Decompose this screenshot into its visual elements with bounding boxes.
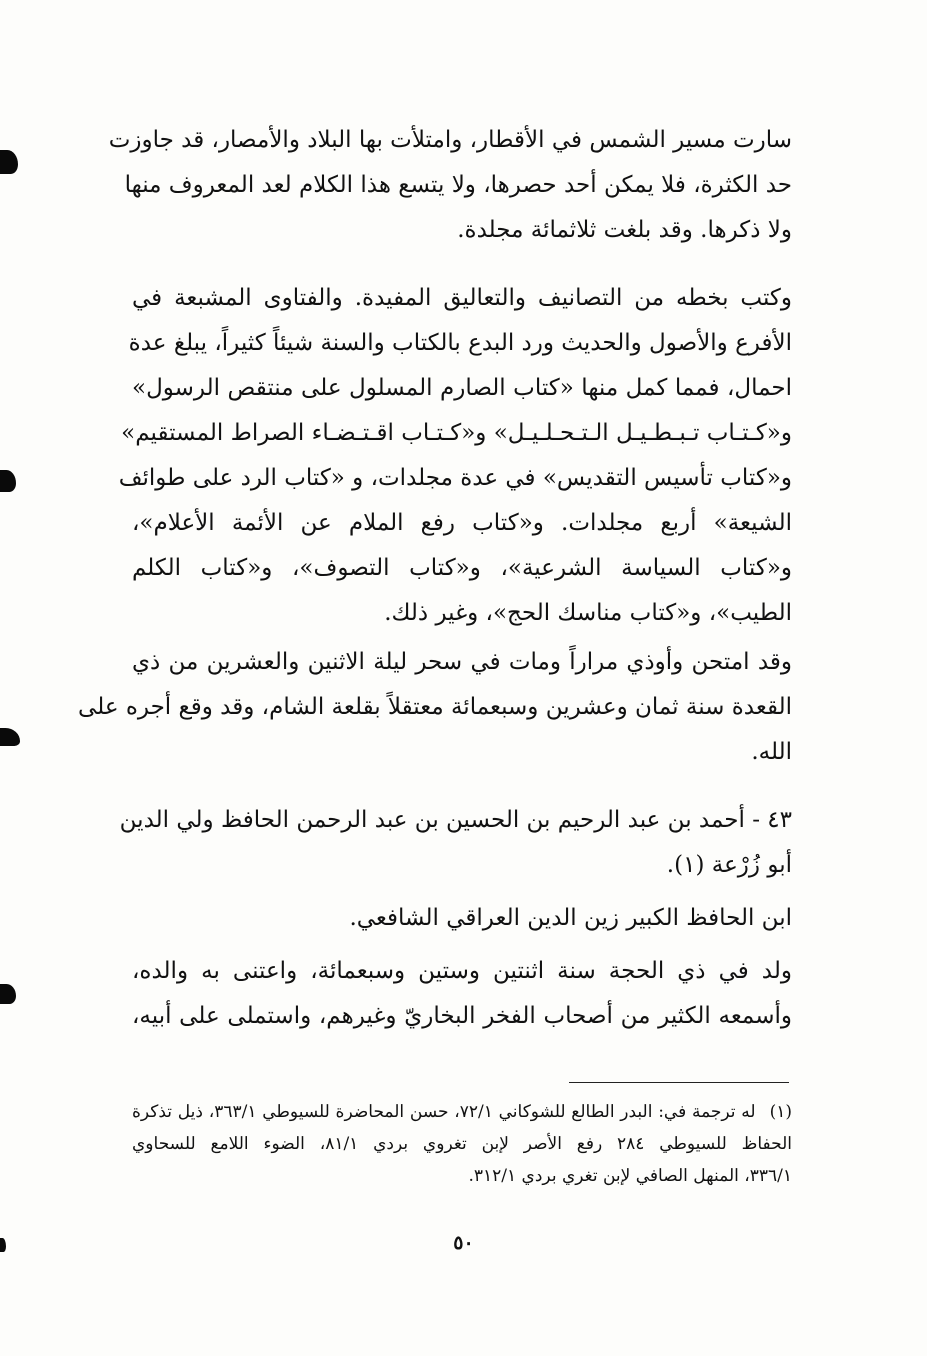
page-number: ٥٠ xyxy=(453,1232,474,1254)
text-line: الله. xyxy=(751,739,792,765)
text-line: الطيب»، و«كتاب مناسك الحج»، وغير ذلك. xyxy=(384,600,792,626)
footnote-divider xyxy=(569,1082,789,1083)
paragraph-lineage xyxy=(132,896,792,941)
text-line: ولد في ذي الحجة سنة اثنتين وستين وسبعمائة، واعتنى به والده، xyxy=(132,958,792,984)
binding-mark xyxy=(0,984,16,1004)
text-line: و«كتاب تأسيس التقديس» في عدة مجلدات، و «كتاب الرد على طوائف xyxy=(118,465,792,491)
text-line: و«كتاب السياسة الشرعية»، و«كتاب التصوف»، و«كتاب الكلم xyxy=(132,555,792,581)
entry-heading-43 xyxy=(119,798,792,888)
text-line: ابن الحافظ الكبير زين الدين العراقي الشافعي. xyxy=(349,905,792,931)
text-line: أبو زُرْعة (١). xyxy=(666,852,792,878)
footnote-block xyxy=(132,1096,792,1192)
text-line: ولا ذكرها. وقد بلغت ثلاثمائة مجلدة. xyxy=(457,217,792,243)
text-line: وأسمعه الكثير من أصحاب الفخر البخاريّ وغيرهم، واستملى على أبيه، xyxy=(132,1003,792,1029)
footnote-line: ٣٣٦/١، المنهل الصافي لإبن تغري بردي ٣١٢/١. xyxy=(468,1166,792,1186)
text-line: ٤٣ - أحمد بن عبد الرحيم بن الحسين بن عبد الرحمن الحافظ ولي الدين xyxy=(119,807,792,833)
footnote-text: له ترجمة في: البدر الطالع للشوكاني ٧٢/١، حسن المحاضرة للسيوطي ٣٦٣/١، ذيل تذكرة xyxy=(132,1102,756,1122)
text-line: و«كـتـاب تـبـطـيـل الـتـحـلـيـل» و«كـتـاب اقـتـضـاء الصراط المستقيم» xyxy=(121,420,792,446)
paragraph-birth xyxy=(132,949,792,1039)
text-line: الشيعة» أربع مجلدات. و«كتاب رفع الملام عن الأئمة الأعلام»، xyxy=(132,510,792,536)
footnote-marker: (١) xyxy=(769,1102,792,1122)
text-line: القعدة سنة ثمان وعشرين وسبعمائة معتقلاً بقلعة الشام، وقد وقع أجره على xyxy=(78,694,792,720)
paragraph-death xyxy=(78,640,792,775)
text-line: وكتب بخطه من التصانيف والتعاليق المفيدة. والفتاوى المشبعة في xyxy=(132,285,792,311)
text-line: احمال، فمما كمل منها «كتاب الصارم المسلول على منتقص الرسول» xyxy=(132,375,792,401)
text-line: وقد امتحن وأوذي مراراً ومات في سحر ليلة الاثنين والعشرين من ذي xyxy=(132,649,792,675)
paragraph-books-spread xyxy=(108,118,792,253)
text-line: سارت مسير الشمس في الأقطار، وامتلأت بها البلاد والأمصار، قد جاوزت xyxy=(108,127,792,153)
text-line: الأفرع والأصول والحديث ورد البدع بالكتاب والسنة شيئاً كثيراً، يبلغ عدة xyxy=(128,330,792,356)
paragraph-writings xyxy=(118,276,792,636)
footnote-line xyxy=(132,1096,792,1128)
text-line: حد الكثرة، فلا يمكن أحد حصرها، ولا يتسع هذا الكلام لعد المعروف منها xyxy=(124,172,792,198)
binding-mark xyxy=(0,470,16,492)
binding-mark xyxy=(0,150,18,174)
binding-mark xyxy=(0,728,20,746)
footnote-line: الحفاظ للسيوطي ٢٨٤ رفع الأصر لإبن تغروي بردي ٨١/١، الضوء اللامع للسحاوي xyxy=(132,1134,792,1154)
